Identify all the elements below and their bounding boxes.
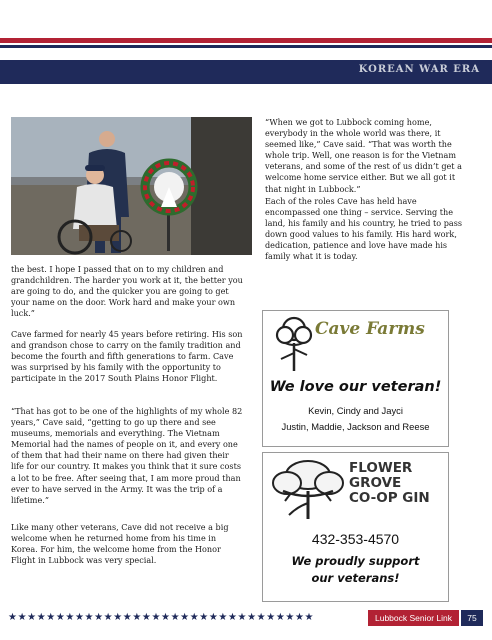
flower-grove-name-line2: CO-OP GIN: [349, 490, 430, 506]
flower-grove-slogan-line2: our veterans!: [311, 571, 400, 585]
flower-grove-slogan: [263, 553, 448, 587]
veteran-photo: [11, 117, 252, 255]
page-number: 75: [461, 610, 483, 626]
flower-grove-name: [349, 461, 447, 506]
article-paragraph: the best. I hope I passed that on to my children and grandchildren. The harder you work at it, the better you are going to do, and the quicker you are going to get your name on the door. Work hard and make your own luck.”: [11, 264, 243, 319]
cave-farms-ad: [262, 310, 449, 447]
flower-grove-ad: [262, 452, 449, 602]
article-paragraph: Cave farmed for nearly 45 years before retiring. His son and grandson chose to carry on the family tradition and become the fourth and fifth generations to farm. Cave was surprised by his family with the opportunity to participate in the 2017 South Plains Honor Flight.: [11, 329, 243, 384]
star-row-decoration: ★★★★★★★★★★★★★★★★★★★★★★★★★★★★★★★★: [8, 612, 315, 623]
publication-name: Lubbock Senior Link: [368, 610, 459, 626]
section-title: KOREAN WAR ERA: [358, 64, 480, 75]
header-stripe-navy: [0, 45, 492, 48]
article-paragraph: “When we got to Lubbock coming home, everybody in the whole world was there, it seemed like,” Cave said. “That was worth the whole trip. Well, one reason is for the Vietnam veterans, and some of the rest of us didn’t get a welcome home service either. But we all got it that night in Lubbock.”: [265, 117, 462, 194]
article-paragraph: “That has got to be one of the highlights of my whole 82 years,” Cave said, “getting to go up there and see museums, memorials and everything. The Vietnam Memorial had the names of people on it, and every one of them that had their name on there had given their life for our country. It makes you think that it sure costs a lot to be free. After seeing that, I am more proud than ever to have served in the Army. It was the trip of a lifetime.”: [11, 406, 243, 505]
cotton-plant-icon: [269, 313, 319, 371]
cotton-boll-icon: [269, 457, 347, 519]
section-header-bar: [0, 60, 492, 84]
article-paragraph: Each of the roles Cave has held have encompassed one thing – service. Serving the land, his family and his country, he tried to pass down good values to his family. His hard work, dedication, patience and love have made his family what it is today.: [265, 196, 463, 262]
cave-farms-names-2: Justin, Maddie, Jackson and Reese: [281, 421, 430, 432]
cave-farms-slogan: We love our veteran!: [269, 379, 442, 395]
article-paragraph: Like many other veterans, Cave did not receive a big welcome when he returned home from his time in Korea. For him, the welcome home from the Honor Flight in Lubbock was very special.: [11, 522, 229, 566]
flower-grove-phone: 432-353-4570: [311, 531, 400, 547]
top-margin: [0, 0, 492, 34]
cave-farms-names-1: Kevin, Cindy and Jayci: [308, 405, 403, 416]
veteran-photo-illustration: [11, 117, 252, 255]
flower-grove-slogan-line1: We proudly support: [291, 554, 420, 568]
header-stripe-red: [0, 38, 492, 43]
flower-grove-name-line1: FLOWER GROVE: [349, 460, 413, 491]
cave-farms-name: Cave Farms: [315, 319, 425, 339]
